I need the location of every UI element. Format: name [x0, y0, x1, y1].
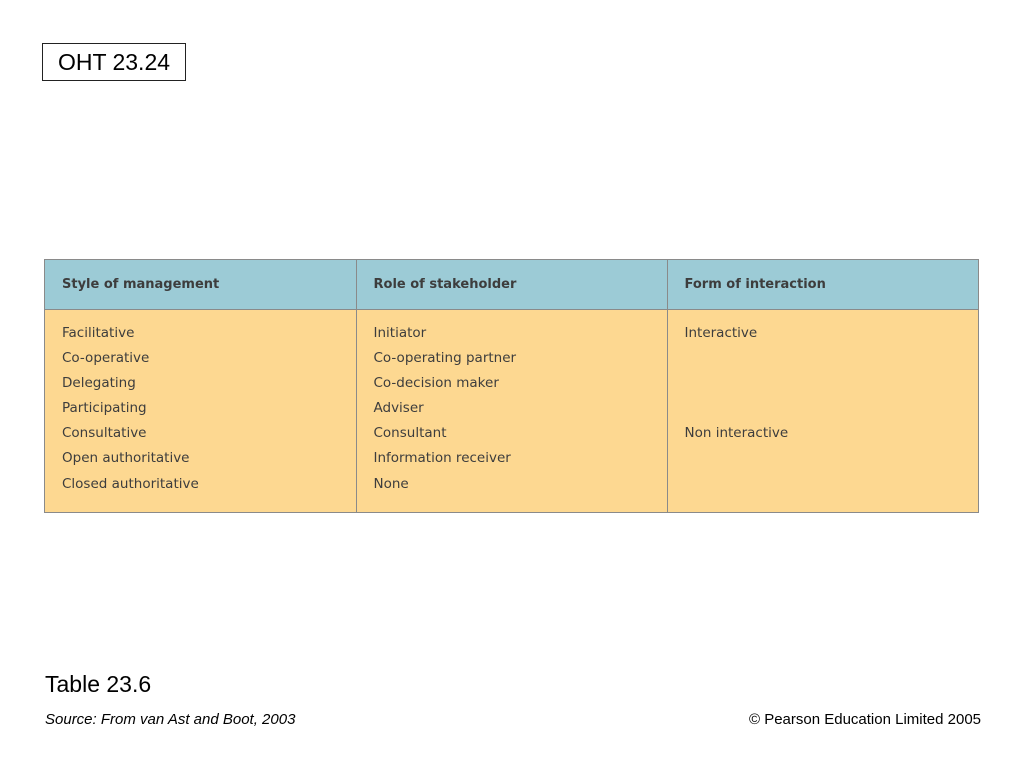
- table-cell: Interactive: [684, 324, 758, 341]
- stakeholder-table: [44, 259, 979, 513]
- column-role-of-stakeholder: [356, 309, 667, 512]
- header-form-of-interaction: Form of interaction: [667, 260, 978, 309]
- table-cell: [685, 399, 962, 424]
- table-cell: Open authoritative: [62, 450, 190, 467]
- table-cell: Initiator: [373, 324, 427, 341]
- table-cell: Adviser: [373, 400, 424, 417]
- table-cell: Information receiver: [373, 450, 511, 467]
- table-cell: [685, 449, 962, 474]
- table-cell: Consultative: [62, 425, 147, 442]
- table-cell: Facilitative: [62, 324, 135, 341]
- table-cell: Participating: [62, 400, 147, 417]
- table-caption: Table 23.6: [45, 671, 152, 697]
- column-form-of-interaction: [667, 309, 978, 512]
- table-cell: Co-decision maker: [373, 374, 499, 391]
- table-cell: Co-operating partner: [373, 349, 517, 366]
- source-note: Source: From van Ast and Boot, 2003: [45, 711, 296, 728]
- table-cell: [685, 374, 962, 399]
- table-cell: Consultant: [373, 425, 447, 442]
- table-cell: None: [373, 475, 409, 492]
- header-role-of-stakeholder: Role of stakeholder: [356, 260, 667, 309]
- table-cell: Non interactive: [684, 425, 789, 442]
- slide-label: OHT 23.24: [42, 43, 186, 81]
- header-style-of-management: Style of management: [45, 260, 356, 309]
- table-cell: Delegating: [62, 374, 136, 391]
- column-style-of-management: [45, 309, 356, 512]
- table-cell: Closed authoritative: [62, 475, 199, 492]
- copyright-notice: © Pearson Education Limited 2005: [748, 711, 981, 728]
- table-cell: [685, 349, 962, 374]
- table-cell: Co-operative: [62, 349, 150, 366]
- table-cell: [685, 475, 962, 500]
